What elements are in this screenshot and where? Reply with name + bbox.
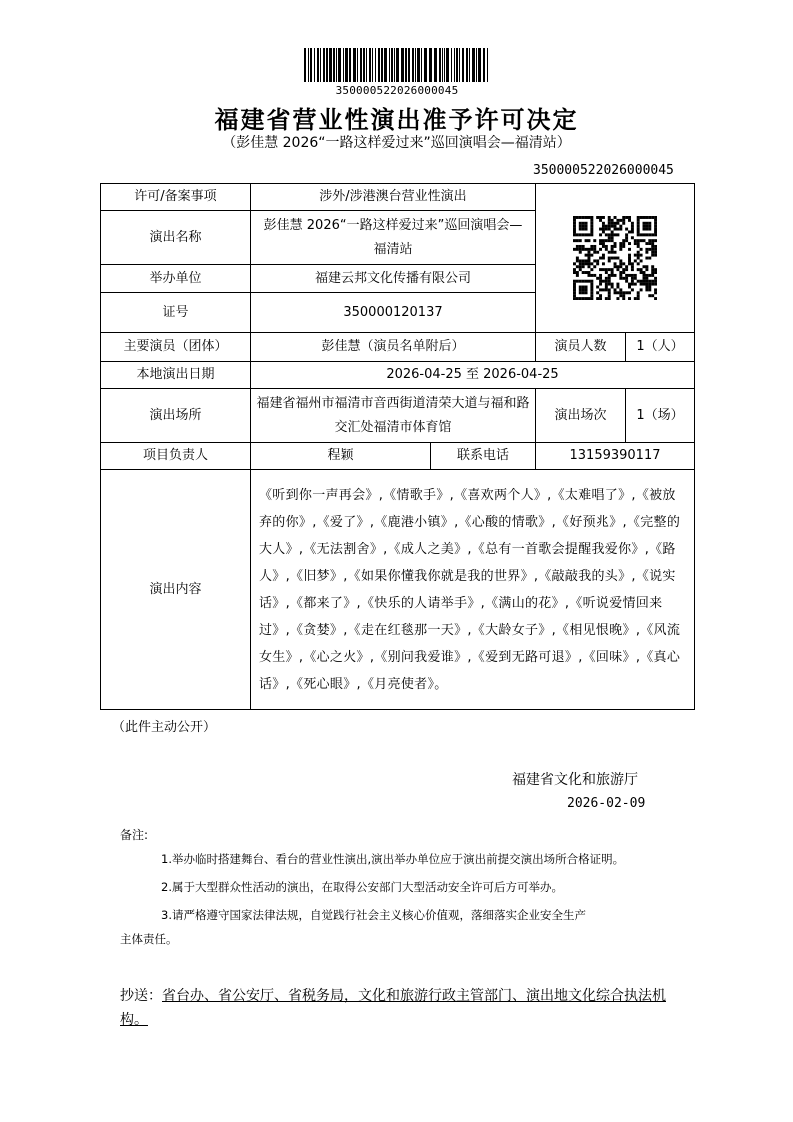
issue-date: 2026-02-09 bbox=[567, 796, 646, 811]
date-label: 本地演出日期 bbox=[101, 362, 251, 389]
notes-title: 备注: bbox=[120, 828, 149, 842]
phone-label: 联系电话 bbox=[431, 443, 536, 470]
show-name-label: 演出名称 bbox=[101, 211, 251, 265]
public-note: （此件主动公开） bbox=[112, 720, 217, 735]
venue-value: 福建省福州市福清市音西街道清荣大道与福和路交汇处福清市体育馆 bbox=[251, 389, 536, 443]
performer-value: 彭佳慧（演员名单附后） bbox=[251, 333, 536, 362]
license-label: 证号 bbox=[101, 293, 251, 333]
content-label: 演出内容 bbox=[101, 470, 251, 710]
page-title: 福建省营业性演出准予许可决定 bbox=[214, 106, 579, 134]
phone-value: 13159390117 bbox=[536, 443, 695, 470]
permit-type-label: 许可/备案事项 bbox=[101, 184, 251, 211]
organizer-value: 福建云邦文化传播有限公司 bbox=[251, 265, 536, 293]
page-subtitle: （彭佳慧 2026“一路这样爱过来”巡回演唱会—福清站） bbox=[222, 135, 571, 151]
license-value: 350000120137 bbox=[251, 293, 536, 333]
content-value: 《听到你一声再会》,《情歌手》,《喜欢两个人》,《太难唱了》,《被放弃的你》,《爱了》,《鹿港小镇》,《心酸的情歌》,《好预兆》,《完整的大人》,《无法割舍》,《成人之美》,《总有一首歌会提醒我爱你》,《路人》,《旧梦》,《如果你懂我你就是我的世界》,《敲敲我的头》,《说实话》,《都来了》,《快乐的人请举手》,《满山的花》,《听说爱情回来过》,《贪婪》,《走在红毯那一天》,《大龄女子》,《相见恨晚》,《风流女生》,《心之火》,《别问我爱谁》,《爱到无路可退》,《回味》,《真心话》,《死心眼》,《月亮使者》。 bbox=[251, 470, 695, 710]
show-count-label: 演出场次 bbox=[536, 389, 626, 443]
note-item: 主体责任。 bbox=[120, 932, 178, 946]
organizer-label: 举办单位 bbox=[101, 265, 251, 293]
date-value: 2026-04-25 至 2026-04-25 bbox=[251, 362, 695, 389]
qr-cell bbox=[536, 184, 695, 333]
document-number: 350000522026000045 bbox=[533, 163, 674, 178]
note-item: 2.属于大型群众性活动的演出，在取得公安部门大型活动安全许可后方可举办。 bbox=[161, 880, 563, 894]
performer-label: 主要演员（团体） bbox=[101, 333, 251, 362]
show-count-value: 1（场） bbox=[626, 389, 695, 443]
note-item: 1.举办临时搭建舞台、看台的营业性演出,演出举办单位应于演出前提交演出场所合格证明。 bbox=[161, 852, 625, 866]
permit-type-value: 涉外/涉港澳台营业性演出 bbox=[251, 184, 536, 211]
performer-count-label: 演员人数 bbox=[536, 333, 626, 362]
barcode-icon bbox=[304, 48, 490, 86]
issuer: 福建省文化和旅游厅 bbox=[512, 772, 638, 788]
venue-label: 演出场所 bbox=[101, 389, 251, 443]
manager-label: 项目负责人 bbox=[101, 443, 251, 470]
permit-table bbox=[100, 183, 695, 710]
performer-count-value: 1（人） bbox=[626, 333, 695, 362]
manager-value: 程颖 bbox=[251, 443, 431, 470]
show-name-value: 彭佳慧 2026“一路这样爱过来”巡回演唱会—福清站 bbox=[251, 211, 536, 265]
cc-block bbox=[120, 984, 680, 1032]
barcode-number: 350000522026000045 bbox=[335, 84, 459, 97]
cc-recipients: 省台办、省公安厅、省税务局，文化和旅游行政主管部门、演出地文化综合执法机构。 bbox=[120, 988, 666, 1028]
cc-label: 抄送： bbox=[120, 988, 162, 1004]
note-item: 3.请严格遵守国家法律法规，自觉践行社会主义核心价值观，落细落实企业安全生产 bbox=[161, 908, 586, 922]
qr-code-icon bbox=[573, 216, 657, 300]
